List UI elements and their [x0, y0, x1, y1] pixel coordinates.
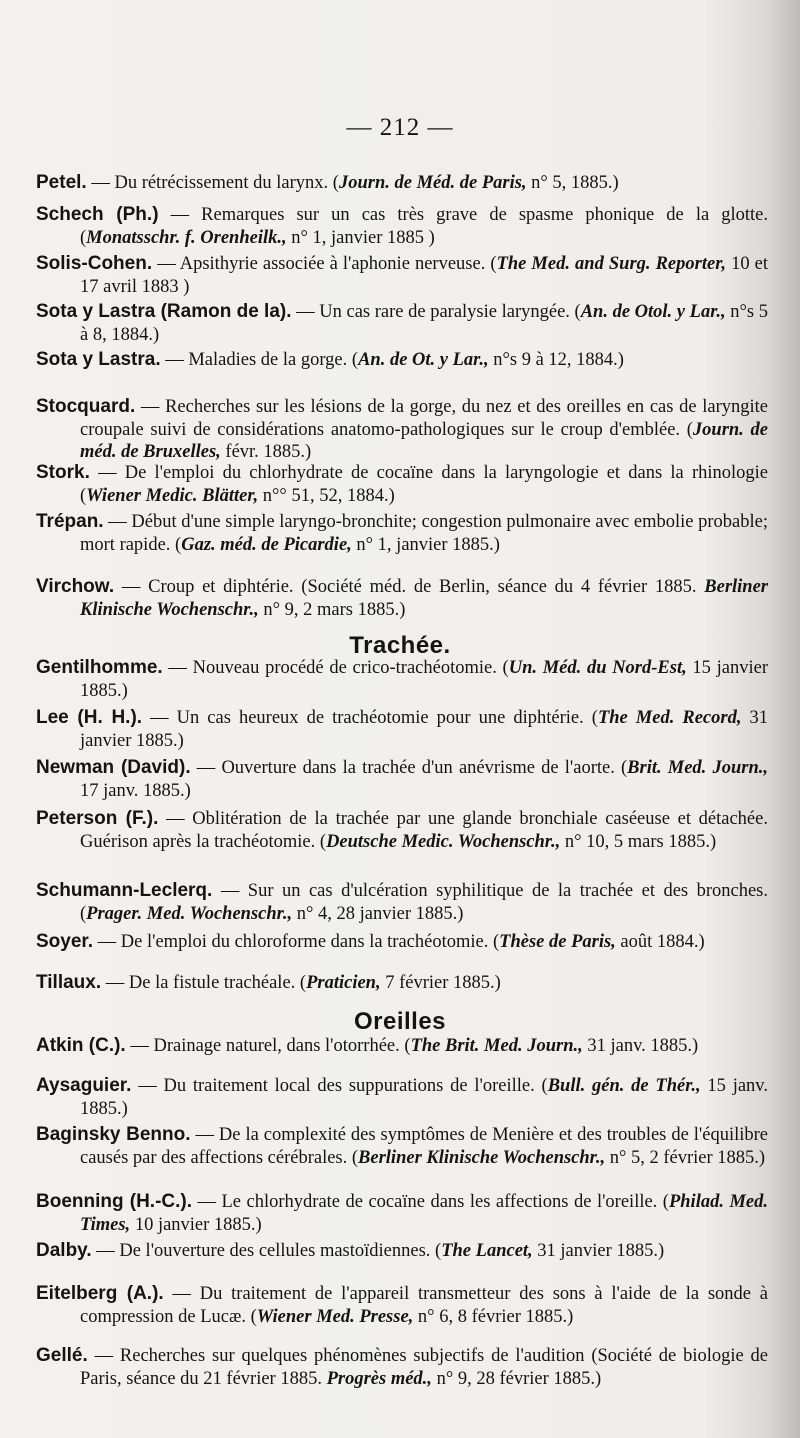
bibliography-entry — [36, 880, 768, 925]
entry-details: 15 janv. 1885.) — [80, 1076, 768, 1119]
entry-author: Schumann-Leclerq. — [36, 880, 213, 901]
entry-details: 31 janvier 1885.) — [80, 708, 768, 751]
entry-source: Brit. Med. Journ., — [627, 758, 768, 778]
entry-details: n° 1, janvier 1885.) — [351, 534, 500, 555]
entry-source: Berliner Klinische Wochenschr., — [358, 1147, 606, 1168]
entry-author: Petel. — [36, 172, 87, 193]
entry-details: n° 5, 1885.) — [526, 173, 619, 193]
entry-details: n° 6, 8 février 1885.) — [413, 1306, 574, 1327]
page-number: — 212 — — [346, 114, 454, 141]
entry-details: 31 janv. 1885.) — [582, 1036, 699, 1056]
entry-source: The Med. Record, — [597, 708, 742, 728]
entry-author: Atkin (C.). — [36, 1035, 126, 1056]
entry-text: — Oblitération de la trachée par une glande bronchiale caséeuse et détachée. Guérison après la trachéotomie. ( — [80, 809, 768, 852]
entry-author: Solis-Cohen. — [36, 253, 153, 274]
entry-source: Deutsche Medic. Wochenschr., — [326, 831, 561, 852]
entry-details: 31 janvier 1885.) — [532, 1241, 665, 1261]
entry-text: — Du traitement local des suppurations de l'oreille. ( — [131, 1076, 548, 1096]
entry-text: — Un cas rare de paralysie laryngée. ( — [291, 302, 581, 322]
entry-author: Stocquard. — [36, 396, 136, 417]
entry-author: Schech (Ph.) — [36, 204, 159, 225]
bibliography-entry — [36, 576, 768, 621]
entry-details: août 1884.) — [615, 932, 705, 952]
entry-source: Prager. Med. Wochenschr., — [86, 903, 293, 924]
entry-source: Bull. gén. de Thér., — [547, 1076, 701, 1096]
entry-text: — De la fistule trachéale. ( — [101, 973, 307, 993]
entry-text: — Croup et diphtérie. (Société méd. de Berlin, séance du 4 février 1885. — [114, 577, 705, 597]
entry-source: Journ. de Méd. de Paris, — [338, 173, 527, 193]
entry-details: n° 4, 28 janvier 1885.) — [292, 903, 464, 924]
entry-source: Progrès méd., — [326, 1368, 432, 1389]
entry-text: — Drainage naturel, dans l'otorrhée. ( — [125, 1036, 411, 1056]
entry-author: Stork. — [36, 462, 90, 483]
entry-source: Wiener Medic. Blätter, — [86, 485, 259, 506]
entry-source: Journ. de méd. de Bruxelles, — [80, 419, 768, 462]
bibliography-entry — [36, 1345, 768, 1390]
entry-source: Berliner Klinische Wochenschr., — [80, 577, 768, 620]
bibliography-entry — [36, 707, 768, 752]
entry-details: 15 janvier 1885.) — [80, 658, 768, 701]
entry-source: The Med. and Surg. Reporter, — [496, 254, 726, 274]
entry-details: n°s 5 à 8, 1884.) — [80, 302, 768, 345]
entry-details: 7 février 1885.) — [380, 973, 501, 993]
entry-text: — Sur un cas d'ulcération syphilitique de la trachée et des bronches. ( — [80, 881, 768, 924]
entry-source: The Lancet, — [441, 1241, 533, 1261]
entry-details: n°s 9 à 12, 1884.) — [488, 350, 624, 370]
entry-text: — De la complexité des symptômes de Menière et des troubles de l'équilibre causés par des affections cérébrales. ( — [80, 1125, 768, 1168]
entry-details: n° 9, 2 mars 1885.) — [258, 599, 406, 620]
entry-source: Praticien, — [306, 973, 381, 993]
entry-details: n° 10, 5 mars 1885.) — [560, 831, 717, 852]
entry-source: An. de Ot. y Lar., — [358, 350, 489, 370]
entry-author: Baginsky Benno. — [36, 1124, 191, 1145]
section-heading-oreilles: Oreilles — [353, 1008, 447, 1035]
entry-text: — Du traitement de l'appareil transmetteur des sons à l'aide de la sonde à compression de Lucæ. ( — [80, 1284, 768, 1327]
entry-text: — Maladies de la gorge. ( — [160, 350, 359, 370]
entry-source: Philad. Med. Times, — [80, 1192, 768, 1235]
entry-author: Boenning (H.-C.). — [36, 1191, 193, 1212]
entry-text: — De l'ouverture des cellules mastoïdiennes. ( — [91, 1241, 442, 1261]
entry-author: Lee (H. H.). — [36, 707, 143, 728]
entry-author: Trépan. — [36, 511, 104, 532]
entry-author: Tillaux. — [36, 972, 102, 993]
bibliography-entry — [36, 511, 768, 556]
entry-source: Thèse de Paris, — [499, 932, 616, 952]
bibliography-entry — [36, 462, 768, 507]
entry-author: Eitelberg (A.). — [36, 1283, 164, 1304]
bibliography-entry — [36, 301, 768, 346]
entry-details: 17 janv. 1885.) — [80, 780, 191, 801]
bibliography-entry — [36, 1191, 768, 1236]
bibliography-entry — [36, 349, 768, 372]
bibliography-entry — [36, 1035, 768, 1058]
entry-text: — Recherches sur les lésions de la gorge, du nez et des oreilles en cas de laryngite croupale suivi de considérations anatomo-pathologiques sur le croup d'emblée. ( — [80, 397, 768, 440]
entry-text: — Nouveau procédé de crico-trachéotomie. ( — [162, 658, 509, 678]
entry-text: — Le chlorhydrate de cocaïne dans les affections de l'oreille. ( — [192, 1192, 669, 1212]
entry-details: 10 et 17 avril 1883 ) — [80, 254, 768, 297]
bibliography-entry — [36, 972, 768, 995]
entry-source: An. de Otol. y Lar., — [580, 302, 726, 322]
entry-text: — Ouverture dans la trachée d'un anévrisme de l'aorte. ( — [190, 758, 628, 778]
entry-text: — Un cas heureux de trachéotomie pour une diphtérie. ( — [142, 708, 598, 728]
entry-details: n°° 51, 52, 1884.) — [258, 485, 395, 506]
bibliography-entry — [36, 1240, 768, 1263]
entry-author: Virchow. — [36, 576, 115, 597]
bibliography-entry — [36, 808, 768, 853]
entry-details: n° 5, 2 février 1885.) — [605, 1147, 766, 1168]
entry-text: — Début d'une simple laryngo-bronchite; congestion pulmonaire avec embolie probable; mort rapide. ( — [80, 512, 768, 555]
entry-details: n° 1, janvier 1885 ) — [286, 227, 435, 248]
entry-text: — Remarques sur un cas très grave de spasme phonique de la glotte. ( — [80, 205, 769, 248]
entry-text: — Apsithyrie associée à l'aphonie nerveuse. ( — [152, 254, 497, 274]
bibliography-entry — [36, 172, 768, 195]
entry-author: Newman (David). — [36, 757, 191, 778]
entry-author: Sota y Lastra. — [36, 349, 161, 370]
entry-author: Gentilhomme. — [36, 657, 163, 678]
entry-source: Un. Méd. du Nord-Est, — [508, 658, 687, 678]
entry-details: 10 janvier 1885.) — [130, 1214, 262, 1235]
entry-details: févr. 1885.) — [220, 442, 312, 462]
entry-source: The Brit. Med. Journ., — [410, 1036, 583, 1056]
bibliography-entry — [36, 1075, 768, 1120]
bibliography-entry — [36, 396, 768, 464]
bibliography-entry — [36, 757, 768, 802]
entry-author: Gellé. — [36, 1345, 88, 1366]
entry-text: — De l'emploi du chloroforme dans la trachéotomie. ( — [93, 932, 500, 952]
bibliography-entry — [36, 1124, 768, 1169]
section-heading-trachee: Trachée. — [349, 632, 451, 659]
entry-text: — Recherches sur quelques phénomènes subjectifs de l'audition (Société de biologie de Paris, séance du 21 février 1885. — [80, 1346, 768, 1389]
bibliography-entry — [36, 1283, 768, 1328]
entry-source: Wiener Med. Presse, — [256, 1306, 414, 1327]
bibliography-entry — [36, 657, 768, 702]
entry-author: Peterson (F.). — [36, 808, 159, 829]
entry-details: n° 9, 28 février 1885.) — [431, 1368, 602, 1389]
entry-author: Dalby. — [36, 1240, 92, 1261]
entry-text: — Du rétrécissement du larynx. ( — [86, 173, 339, 193]
entry-author: Soyer. — [36, 931, 94, 952]
bibliography-entry — [36, 204, 768, 249]
entry-source: Monatsschr. f. Orenheilk., — [86, 227, 287, 248]
entry-author: Sota y Lastra (Ramon de la). — [36, 301, 292, 322]
bibliography-entry — [36, 253, 768, 298]
entry-text: — De l'emploi du chlorhydrate de cocaïne dans la laryngologie et dans la rhinologie ( — [80, 463, 768, 506]
entry-source: Gaz. méd. de Picardie, — [181, 534, 352, 555]
bibliography-entry — [36, 931, 768, 954]
entry-author: Aysaguier. — [36, 1075, 132, 1096]
